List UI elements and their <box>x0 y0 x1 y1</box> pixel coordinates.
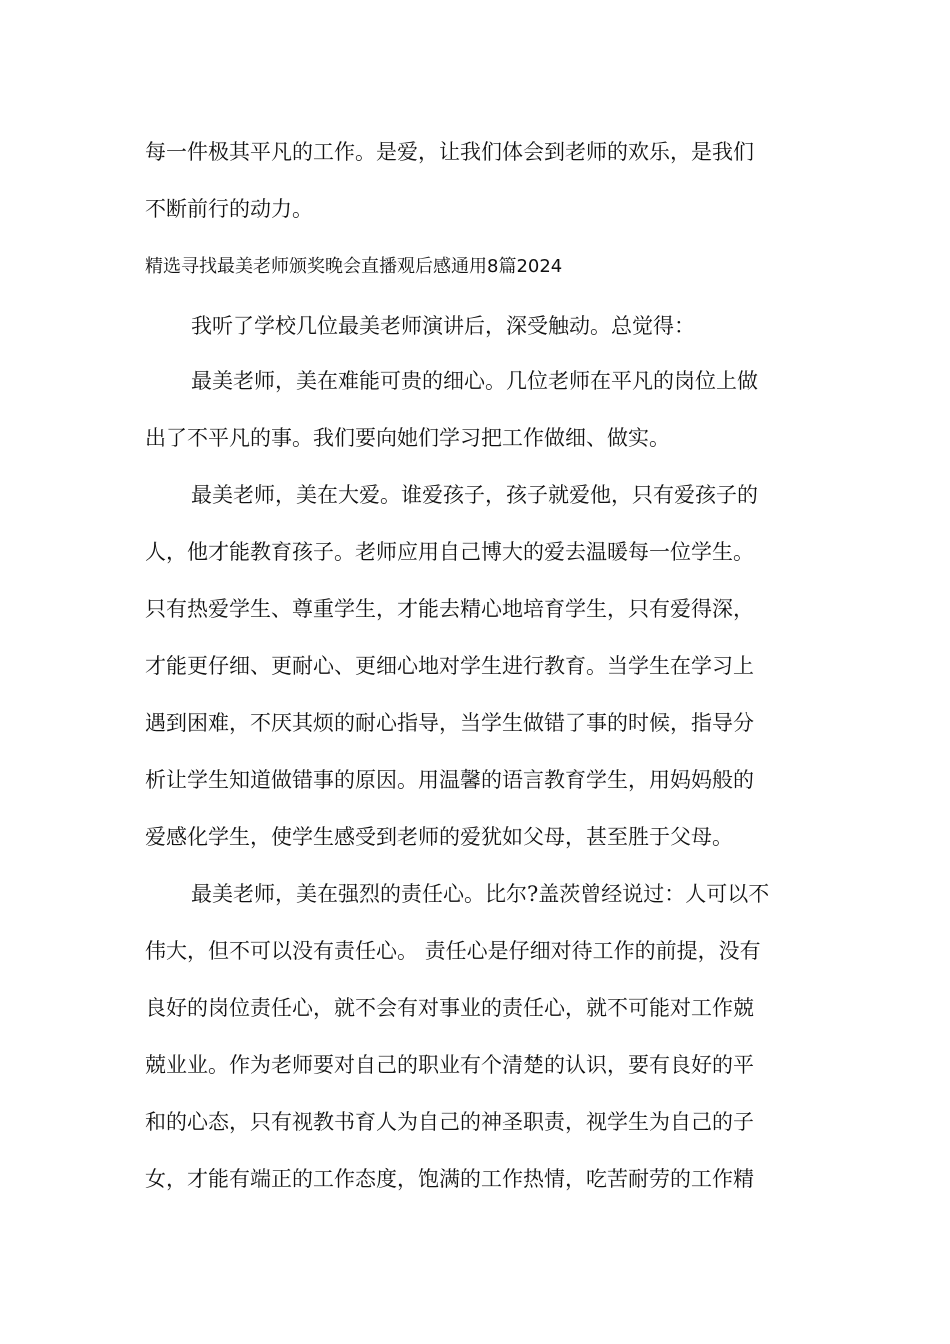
body-text-line: 才能更仔细、更耐心、更细心地对学生进行教育。当学生在学习上 <box>145 654 754 678</box>
body-text-line: 人，他才能教育孩子。老师应用自己博大的爱去温暖每一位学生。 <box>145 540 754 564</box>
body-text-line: 出了不平凡的事。我们要向她们学习把工作做细、做实。 <box>145 426 670 450</box>
body-text-line: 最美老师，美在强烈的责任心。比尔?盖茨曾经说过：人可以不 <box>191 882 770 906</box>
body-text-line: 女，才能有端正的工作态度，饱满的工作热情，吃苦耐劳的工作精 <box>145 1167 754 1191</box>
body-text-line: 遇到困难，不厌其烦的耐心指导，当学生做错了事的时候，指导分 <box>145 711 754 735</box>
body-text-line: 兢业业。作为老师要对自己的职业有个清楚的认识，要有良好的平 <box>145 1053 754 1077</box>
body-text-line: 良好的岗位责任心，就不会有对事业的责任心，就不可能对工作兢 <box>145 996 754 1020</box>
body-text-line: 析让学生知道做错事的原因。用温馨的语言教育学生，用妈妈般的 <box>145 768 754 792</box>
body-text-line: 最美老师，美在大爱。谁爱孩子，孩子就爱他，只有爱孩子的 <box>191 483 758 507</box>
body-text-line: 不断前行的动力。 <box>145 197 313 221</box>
body-text-line: 只有热爱学生、尊重学生，才能去精心地培育学生，只有爱得深， <box>145 597 754 621</box>
body-text-line: 伟大，但不可以没有责任心。 责任心是仔细对待工作的前提，没有 <box>145 939 761 963</box>
body-text-line: 我听了学校几位最美老师演讲后，深受触动。总觉得： <box>191 314 695 338</box>
body-text-line: 最美老师，美在难能可贵的细心。几位老师在平凡的岗位上做 <box>191 369 758 393</box>
section-title: 精选寻找最美老师颁奖晚会直播观后感通用8篇2024 <box>145 256 563 277</box>
body-text-line: 每一件极其平凡的工作。是爱，让我们体会到老师的欢乐，是我们 <box>145 140 754 164</box>
body-text-line: 和的心态，只有视教书育人为自己的神圣职责，视学生为自己的子 <box>145 1110 754 1134</box>
body-text-line: 爱感化学生，使学生感受到老师的爱犹如父母，甚至胜于父母。 <box>145 825 733 849</box>
